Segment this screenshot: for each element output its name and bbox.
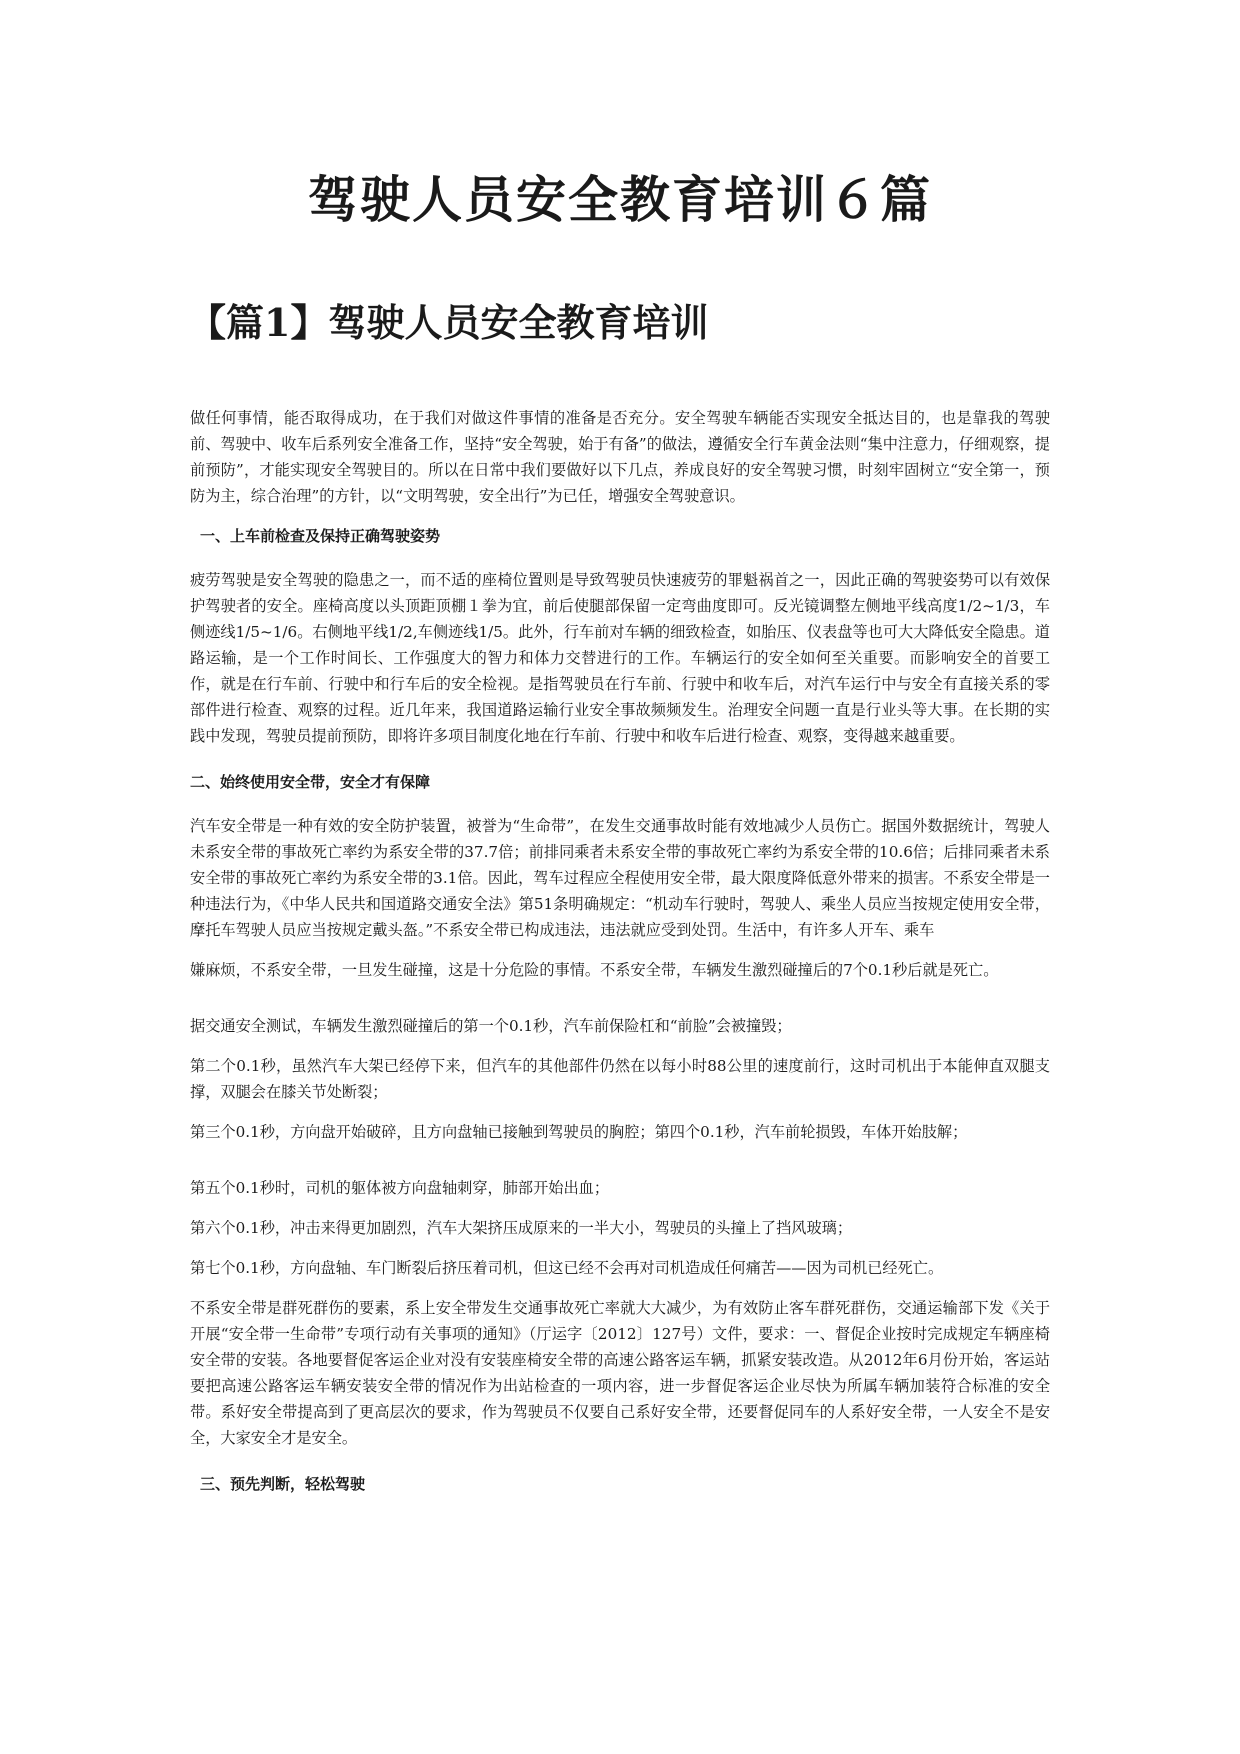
paragraph-6: 第三个0.1秒，方向盘开始破碎，且方向盘轴已接触到驾驶员的胸腔；第四个0.1秒，汽车前轮损毁，车体开始肢解；: [190, 1123, 968, 1141]
paragraph-10: 不系安全带是群死群伤的要素，系上安全带发生交通事故死亡率就大大减少，为有效防止客车群死群伤，交通运输部下发《关于开展“安全带一生命带”专项行动有关事项的通知》（厅运字〔2012〕127号）文件，要求：一、督促企业按时完成规定车辆座椅安全带的安装。各地要督促客运企业对没有安装座椅安全带的高速公路客运车辆，抓紧安装改造。从2012年6月份开始，客运站要把高速公路客运车辆安装安全带的情况作为出站检查的一项内容，进一步督促客运企业尽快为所属车辆加装符合标准的安全带。系好安全带提高到了更高层次的要求，作为驾驶员不仅要自己系好安全带，还要督促同车的人系好安全带，一人安全不是安全，大家安全才是安全。: [190, 1299, 1050, 1447]
intro-paragraph: 做任何事情，能否取得成功，在于我们对做这件事情的准备是否充分。安全驾驶车辆能否实现安全抵达目的，也是靠我的驾驶前、驾驶中、收车后系列安全准备工作，坚持“安全驾驶，始于有备”的做法，遵循安全行车黄金法则“集中注意力，仔细观察，提前预防”，才能实现安全驾驶目的。所以在日常中我们要做好以下几点，养成良好的安全驾驶习惯，时刻牢固树立“安全第一，预防为主，综合治理”的方针，以“文明驾驶，安全出行”为已任，增强安全驾驶意识。: [190, 409, 1050, 505]
paragraph-5: 第二个0.1秒，虽然汽车大架已经停下来，但汽车的其他部件仍然在以每小时88公里的速度前行，这时司机出于本能伸直双腿支撑，双腿会在膝关节处断裂；: [190, 1057, 1050, 1101]
paragraph-7: 第五个0.1秒时，司机的躯体被方向盘轴刺穿，肺部开始出血；: [190, 1179, 610, 1197]
document-body: [190, 405, 1050, 1515]
section-title: 【篇1】驾驶人员安全教育培训: [188, 300, 709, 345]
paragraph-9: 第七个0.1秒，方向盘轴、车门断裂后挤压着司机，但这已经不会再对司机造成任何痛苦——因为司机已经死亡。: [190, 1259, 944, 1277]
paragraph-3: 嫌麻烦，不系安全带，一旦发生碰撞，这是十分危险的事情。不系安全带，车辆发生激烈碰撞后的7个0.1秒后就是死亡。: [190, 961, 999, 979]
paragraph-1: 疲劳驾驶是安全驾驶的隐患之一，而不适的座椅位置则是导致驾驶员快速疲劳的罪魁祸首之一，因此正确的驾驶姿势可以有效保护驾驶者的安全。座椅高度以头顶距顶棚１拳为宜，前后使腿部保留一定弯曲度即可。反光镜调整左侧地平线高度1/2~1/3，车侧迹线1/5~1/6。右侧地平线1/2,车侧迹线1/5。此外，行车前对车辆的细致检查，如胎压、仪表盘等也可大大降低安全隐患。道路运输，是一个工作时间长、工作强度大的智力和体力交替进行的工作。车辆运行的安全如何至关重要。而影响安全的首要工作，就是在行车前、行驶中和行车后的安全检视。是指驾驶员在行车前、行驶中和收车后，对汽车运行中与安全有直接关系的零部件进行检查、观察的过程。近几年来，我国道路运输行业安全事故频频发生。治理安全问题一直是行业头等大事。在长期的实践中发现，驾驶员提前预防，即将许多项目制度化地在行车前、行驶中和收车后进行检查、观察，变得越来越重要。: [190, 571, 1050, 745]
document-title: 驾驶人员安全教育培训６篇: [308, 170, 932, 229]
heading-2: 二、始终使用安全带，安全才有保障: [190, 773, 431, 791]
heading-3: 三、预先判断，轻松驾驶: [200, 1475, 366, 1493]
paragraph-2: 汽车安全带是一种有效的安全防护装置，被誉为“生命带”，在发生交通事故时能有效地减少人员伤亡。据国外数据统计，驾驶人未系安全带的事故死亡率约为系安全带的37.7倍；前排同乘者未系安全带的事故死亡率约为系安全带的10.6倍；后排同乘者未系安全带的事故死亡率约为系安全带的3.1倍。因此，驾车过程应全程使用安全带，最大限度降低意外带来的损害。不系安全带是一种违法行为，《中华人民共和国道路交通安全法》第51条明确规定：“机动车行驶时，驾驶人、乘坐人员应当按规定使用安全带，摩托车驾驶人员应当按规定戴头盔。”不系安全带已构成违法，违法就应受到处罚。生活中，有许多人开车、乘车: [190, 817, 1050, 939]
paragraph-4: 据交通安全测试，车辆发生激烈碰撞后的第一个0.1秒，汽车前保险杠和“前脸”会被撞毁；: [190, 1017, 792, 1035]
paragraph-8: 第六个0.1秒，冲击来得更加剧烈，汽车大架挤压成原来的一半大小，驾驶员的头撞上了挡风玻璃；: [190, 1219, 853, 1237]
heading-1: 一、上车前检查及保持正确驾驶姿势: [200, 527, 441, 545]
